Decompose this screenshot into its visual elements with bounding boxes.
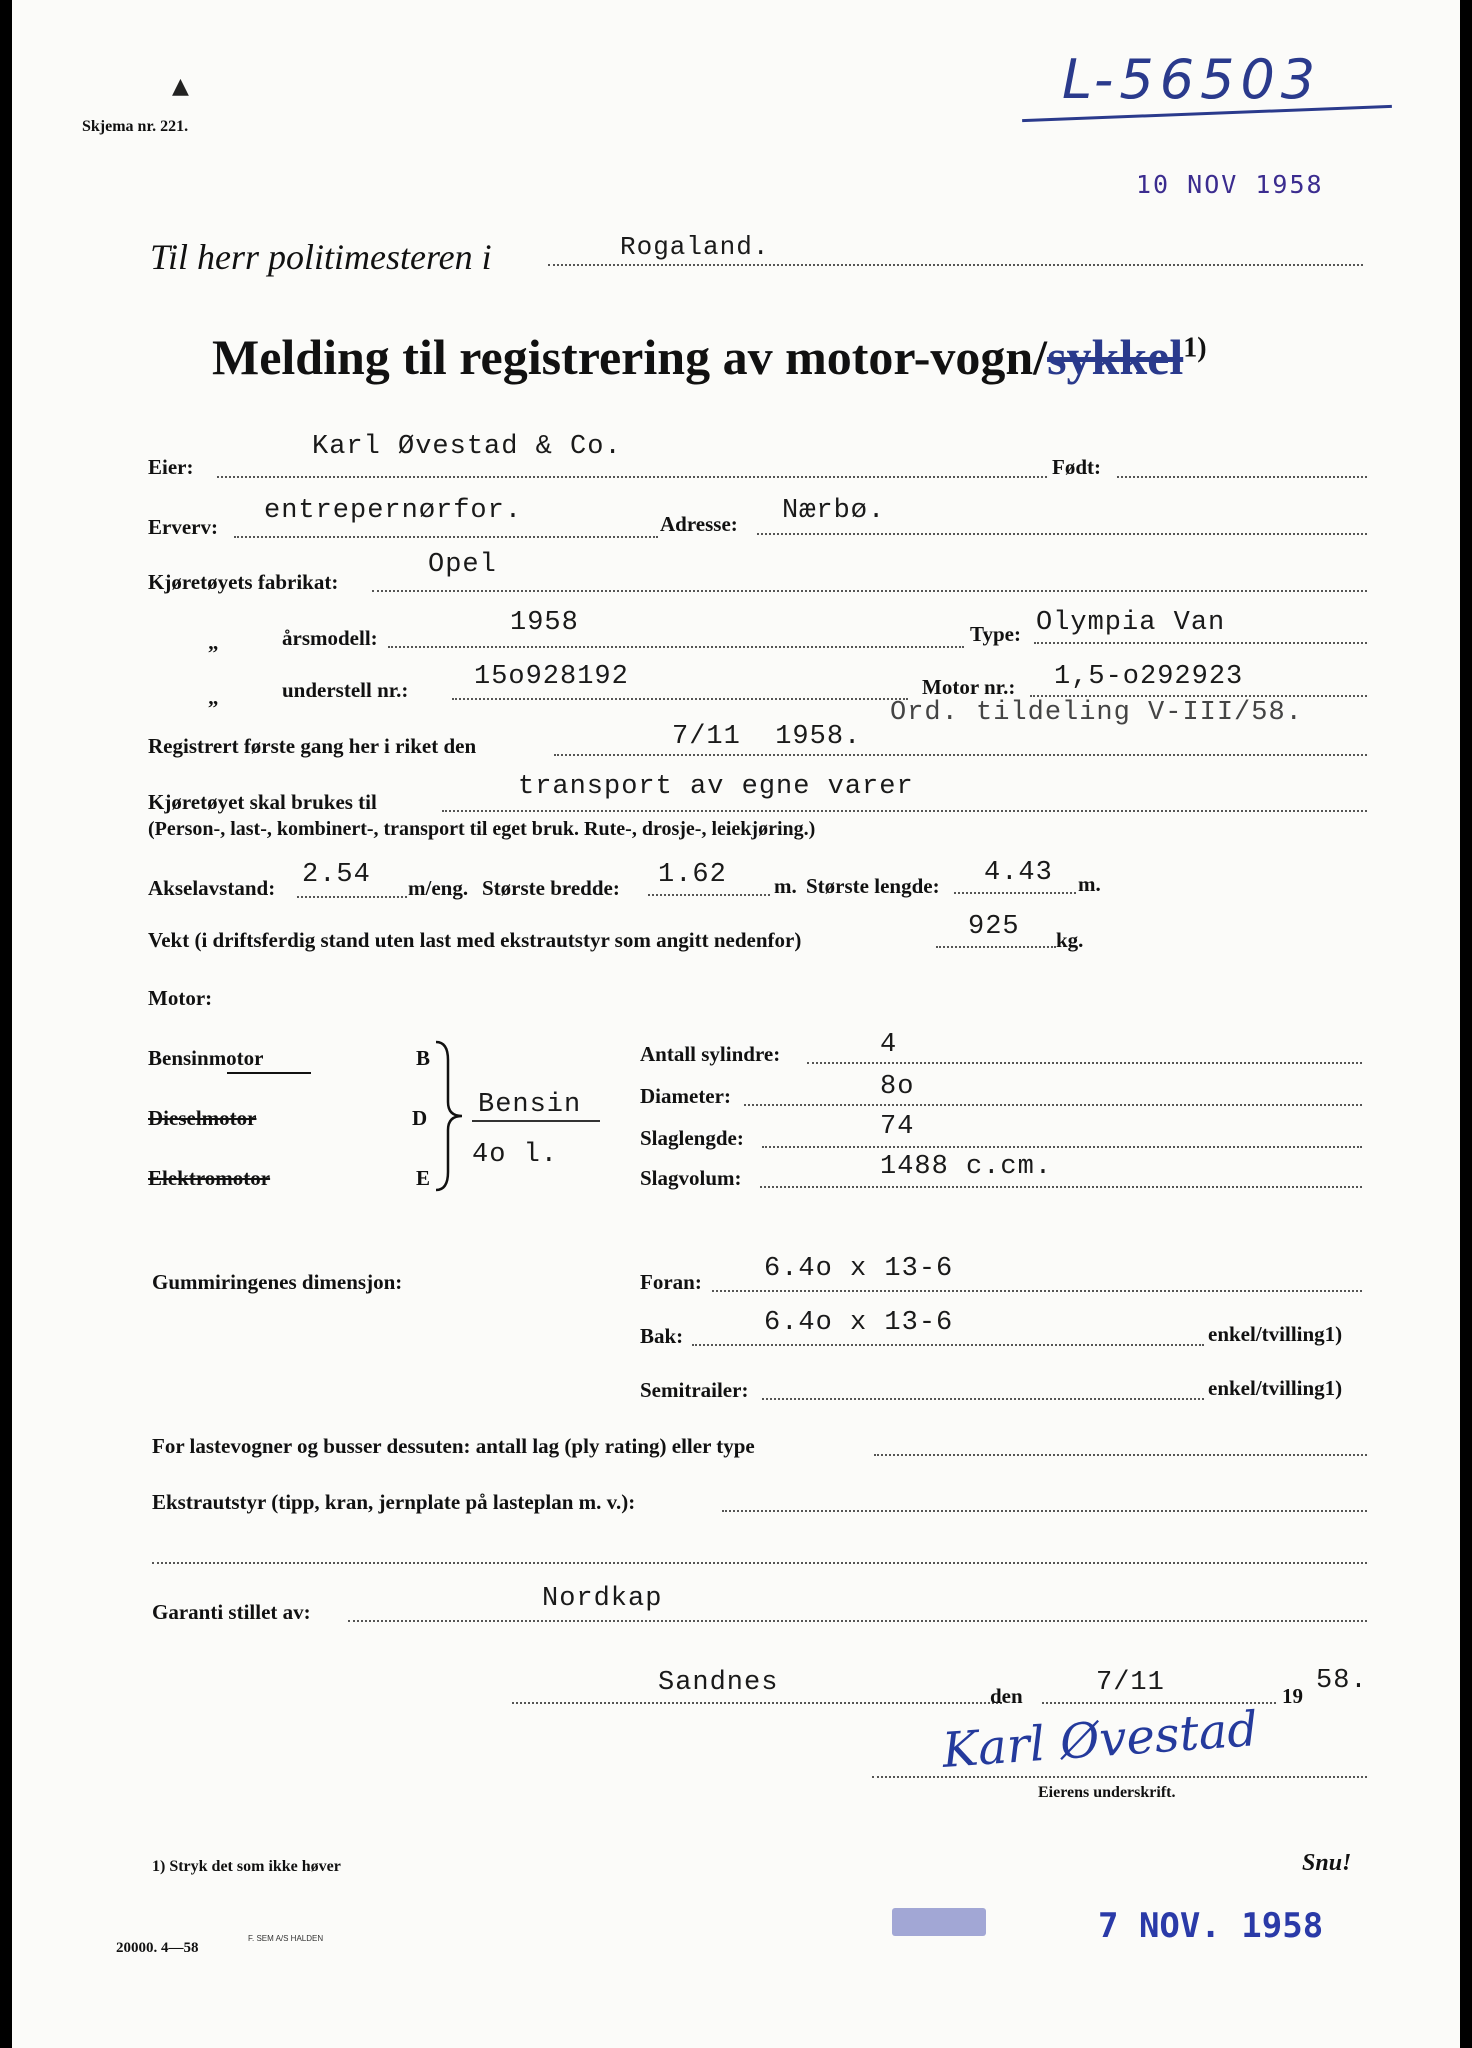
bredde-unit: m. [774,874,797,898]
eier-label: Eier: [148,455,194,479]
type-label: Type: [970,622,1021,646]
vekt-line [936,946,1056,948]
year-prefix: 19 [1282,1684,1303,1708]
fuel-underline [472,1120,600,1122]
foran-line [712,1290,1362,1292]
adresse-value: Nærbø. [782,496,886,526]
arsmodell-value: 1958 [510,608,579,638]
garanti-label: Garanti stillet av: [152,1600,311,1624]
fodt-line [1117,476,1367,478]
brukes-line [442,810,1367,812]
sylindre-line [807,1062,1362,1064]
bak-suffix: enkel/tvilling1) [1208,1322,1343,1346]
vekt-value: 925 [968,912,1020,942]
received-stamp: 10 NOV 1958 [1136,170,1324,199]
aksel-unit: m/eng. [408,876,469,900]
understell-value: 15o928192 [474,662,629,692]
date-value: 7/11 [1096,1668,1165,1698]
semi-suffix: enkel/tvilling1) [1208,1376,1343,1400]
addressee-line [548,264,1363,266]
aksel-line [297,896,407,898]
understell-line [452,698,908,700]
slaglengde-label: Slaglengde: [640,1126,744,1150]
file-number: L-56503 [1062,48,1322,111]
addressee-value: Rogaland. [620,232,770,262]
ekstrautstyr-line [722,1510,1367,1512]
type-line [1034,642,1367,644]
lengde-value: 4.43 [984,858,1053,888]
foran-value: 6.4o x 13-6 [764,1254,954,1284]
eier-line [217,476,1047,478]
code-b: B [416,1046,431,1070]
bredde-line [648,894,770,896]
bredde-label: Største bredde: [482,876,620,900]
form-title-note: 1) [1183,332,1207,364]
understell-label: understell nr.: [282,678,409,702]
fabrikat-label: Kjøretøyets fabrikat: [148,570,339,594]
aksel-value: 2.54 [302,860,371,890]
adresse-label: Adresse: [660,512,738,536]
slagvolum-label: Slagvolum: [640,1166,742,1190]
bensin-underline [227,1072,311,1074]
ekstrautstyr-line-2 [152,1562,1367,1564]
code-d: D [412,1106,428,1130]
motor-nr-line [1030,695,1367,697]
ditto-mark-2: „ [208,685,219,709]
registrert-value: 7/11 1958. [672,722,862,752]
elektro-motor-label: Elektromotor [148,1166,271,1190]
fuel-value: Bensin [478,1090,582,1120]
sylindre-label: Antall sylindre: [640,1042,781,1066]
garanti-value: Nordkap [542,1584,663,1614]
bak-value: 6.4o x 13-6 [764,1308,954,1338]
brukes-value: transport av egne varer [518,772,914,802]
semi-label: Semitrailer: [640,1378,749,1402]
fabrikat-value: Opel [428,550,497,580]
adresse-line [757,533,1367,535]
lastevogner-label: For lastevogner og busser dessuten: antall lag (ply rating) eller type [152,1434,755,1458]
slaglengde-line [762,1146,1362,1148]
fabrikat-line [372,590,1367,592]
erverv-line [234,536,658,538]
slaglengde-value: 74 [880,1112,915,1142]
arsmodell-line [388,646,964,648]
semi-line [762,1398,1204,1400]
eier-value: Karl Øvestad & Co. [312,432,622,462]
sylindre-value: 4 [880,1030,898,1060]
type-value: Olympia Van [1036,608,1226,638]
corner-mark: ▲ [172,74,189,99]
foran-label: Foran: [640,1270,702,1294]
year-value: 58. [1316,1666,1368,1696]
ditto-mark-1: „ [208,630,219,654]
erverv-value: entrepernørfor. [264,496,523,526]
form-title [212,328,1207,386]
form-title-struck: sykkel [1047,329,1184,385]
print-code: 20000. 4—58 [116,1940,199,1956]
fodt-label: Født: [1052,455,1101,479]
lastevogner-line [874,1454,1367,1456]
ekstrautstyr-label: Ekstrautstyr (tipp, kran, jernplate på lasteplan m. v.): [152,1490,636,1514]
diesel-motor-label: Dieselmotor [148,1106,257,1130]
document-sheet [12,0,1460,2048]
form-title-main: Melding til registrering av motor-vogn/ [212,329,1048,385]
addressee-label: Til herr politimesteren i [150,237,492,277]
tank-value: 4o l. [472,1140,559,1170]
snu-text: Snu! [1302,1850,1352,1876]
registrert-line [554,754,1367,756]
brukes-label: Kjøretøyet skal brukes til [148,790,377,814]
den-label: den [990,1684,1023,1708]
dimensjon-label: Gummiringenes dimensjon: [152,1270,403,1294]
bak-label: Bak: [640,1324,684,1348]
bredde-value: 1.62 [658,860,727,890]
schema-number: Skjema nr. 221. [82,118,189,135]
motor-label: Motor: [148,986,213,1010]
lengde-unit: m. [1078,872,1101,896]
motor-nr-value: 1,5-o292923 [1054,662,1244,692]
bak-line [692,1344,1204,1346]
stamp-smudge [892,1908,986,1936]
motor-nr-label: Motor nr.: [922,675,1016,699]
code-e: E [416,1166,431,1190]
place-line [512,1702,1002,1704]
registrert-label: Registrert første gang her i riket den [148,734,477,758]
place-value: Sandnes [658,1668,779,1698]
arsmodell-label: årsmodell: [282,626,378,650]
slagvolum-line [760,1186,1362,1188]
lengde-line [954,892,1076,894]
footnote: 1) Stryk det som ikke høver [152,1858,341,1875]
diameter-label: Diameter: [640,1084,731,1108]
brukes-note: (Person-, last-, kombinert-, transport til eget bruk. Rute-, drosje-, leiekjøring.) [148,818,816,840]
garanti-line [348,1620,1367,1622]
printer-name: F. SEM A/S HALDEN [248,1934,324,1943]
ord-tildeling-note: Ord. tildeling V-III/58. [890,698,1303,728]
received-stamp-bottom: 7 NOV. 1958 [1098,1906,1324,1946]
lengde-label: Største lengde: [806,874,940,898]
diameter-value: 8o [880,1072,915,1102]
slagvolum-value: 1488 c.cm. [880,1152,1053,1182]
owner-signature: Karl Øvestad [940,1701,1260,1779]
vekt-unit: kg. [1056,928,1084,952]
motor-brace [432,1040,468,1192]
bensin-motor-label: Bensinmotor [148,1046,264,1070]
aksel-label: Akselavstand: [148,876,276,900]
underskrift-label: Eierens underskrift. [1038,1784,1176,1801]
vekt-label: Vekt (i driftsferdig stand uten last med ekstrautstyr som angitt nedenfor) [148,928,802,952]
erverv-label: Erverv: [148,515,218,539]
diameter-line [744,1104,1362,1106]
